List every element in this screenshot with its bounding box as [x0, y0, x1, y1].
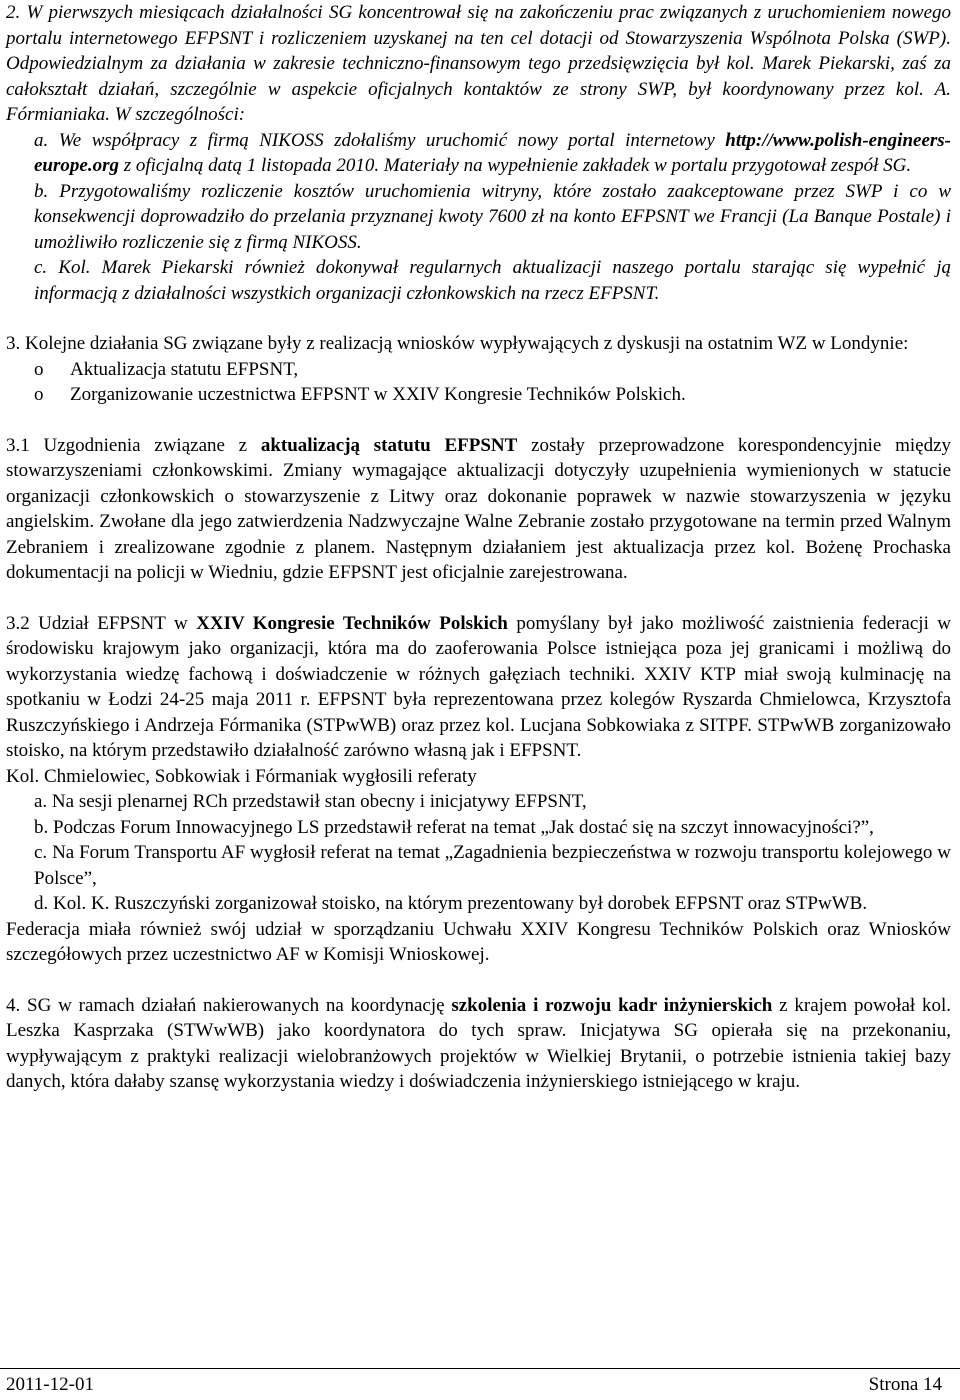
- bullet-marker: o: [34, 384, 44, 405]
- section-3-2-text: pomyślany był jako możliwość zaistnienia federacji w środowisku krajowym jako organizacji, która ma do zaoferowania Polsce istniejąca poza jej granicami i możliwą do wykorzystania wiedzę fachową i doświadczenie w różnych gałęziach techniki. XXIV KTP miał swoją kulminację na spotkaniu w Łodzi 24-25 maja 2011 r. EFPSNT była reprezentowana przez kolegów Ryszarda Chmielowca, Krzysztofa Ruszczyńskiego i Andrzeja Fórmanika (STPwWB) oraz przez kol. Lucjana Sobkowiaka z SITPF. STPwWB zorganizowało stoisko, na którym przedstawiło działalność zarówno własną jak i EFPSNT.: [6, 612, 951, 761]
- bullet-text: Zorganizowanie uczestnictwa EFPSNT w XXIV Kongresie Techników Polskich.: [70, 384, 686, 405]
- section-4: [6, 993, 951, 1095]
- document-body: [6, 0, 951, 1095]
- item-a-text-end: z oficjalną datą 1 listopada 2010. Materiały na wypełnienie zakładek w portalu przygotował zespół SG.: [118, 155, 912, 176]
- section-3-bullet: [6, 357, 951, 383]
- footer-page-number: Strona 14: [868, 1374, 942, 1395]
- section-4-lead: 4. SG w ramach działań nakierowanych na koordynację: [6, 994, 452, 1016]
- section-3-2-bold: XXIV Kongresie Techników Polskich: [196, 612, 508, 634]
- portal-url-link[interactable]: http://www.polish-engineers-europe: [34, 129, 951, 176]
- section-3-2-item: b. Podczas Forum Innowacyjnego LS przedstawił referat na temat „Jak dostać się na szczyt innowacyjności?”,: [34, 816, 874, 838]
- section-2-item-b: b. Przygotowaliśmy rozliczenie kosztów uruchomienia witryny, które zostało zaakceptowane przez SWP i co w konsekwencji doprowadziło do przelania przyznanej kwoty 7600 zł na konto EFPSNT we Francji (La Banque Postale) i umożliwiło rozliczenie się z firmą NIKOSS.: [34, 180, 951, 253]
- section-3-2-item: d. Kol. K. Ruszczyński zorganizował stoisko, na którym prezentowany był dorobek EFPSNT oraz STPwWB.: [34, 893, 868, 914]
- section-3-intro: 3. Kolejne działania SG związane były z realizacją wniosków wypływających z dyskusji na ostatnim WZ w Londynie:: [6, 333, 909, 354]
- item-a-text: a. We współpracy z firmą NIKOSS zdołaliśmy uruchomić nowy portal internetowy: [34, 129, 726, 151]
- bullet-text: Aktualizacja statutu EFPSNT,: [70, 358, 299, 380]
- section-4-text: z krajem powołał kol. Leszka Kasprzaka (STWwWB) jako koordynatora do tych spraw. Inicjatywa SG opierała się na przekonaniu, wypływającym z praktyki realizacji wielobranżowych projektów w Wielkiej Brytanii, o potrzebie istnienia takiej bazy danych, która dałaby szansę wykorzystania wiedzy i doświadczenia inżynierskiego istniejącego w kraju.: [6, 994, 951, 1092]
- section-3-2-federation: Federacja miała również swój udział w sporządzaniu Uchwału XXIV Kongresu Techników Polskich oraz Wniosków szczegółowych przez uczestnictwo AF w Komisji Wnioskowej.: [6, 918, 951, 965]
- section-3-2-speakers: Kol. Chmielowiec, Sobkowiak i Fórmaniak wygłosili referaty: [6, 765, 477, 787]
- section-3-1: [6, 433, 951, 586]
- portal-url-tld: .org: [87, 155, 119, 176]
- section-3-1-bold: aktualizacją statutu EFPSNT: [260, 434, 518, 456]
- section-4-bold: szkolenia i rozwoju kadr inżynierskich: [451, 994, 773, 1016]
- page-footer: [6, 1372, 942, 1398]
- section-3-bullet: [6, 382, 951, 408]
- footer-date: 2011-12-01: [6, 1374, 94, 1395]
- section-2-item-a: [6, 128, 951, 179]
- section-3-1-lead: 3.1 Uzgodnienia związane z: [6, 434, 261, 456]
- section-3-2-item: a. Na sesji plenarnej RCh przedstawił stan obecny i inicjatywy EFPSNT,: [34, 791, 587, 812]
- bullet-marker: o: [34, 358, 44, 380]
- section-3-1-text: zostały przeprowadzone korespondencyjnie między stowarzyszeniami członkowskimi. Zmiany wymagające aktualizacji dotyczyły uzupełnienia wymienionych w statucie organizacji członkowskich o stowarzyszenie z Litwy oraz dokonanie poprawek w nazwie stowarzyszenia w języku angielskim. Zwołane dla jego zatwierdzenia Nadzwyczajne Walne Zebranie zostało przygotowane na termin przed Walnym Zebraniem i zrealizowane zgodnie z planem. Następnym działaniem jest aktualizacja przez kol. Bożenę Prochaska dokumentacji na policji w Wiedniu, gdzie EFPSNT jest oficjalnie zarejestrowana.: [6, 434, 951, 583]
- section-3-2-item: c. Na Forum Transportu AF wygłosił referat na temat „Zagadnienia bezpieczeństwa w rozwoju transportu kolejowego w Polsce”,: [34, 842, 951, 889]
- section-2-item-c: c. Kol. Marek Piekarski również dokonywał regularnych aktualizacji naszego portalu starając się wypełnić ją informacją z działalności wszystkich organizacji członkowskich na rzecz EFPSNT.: [34, 257, 951, 304]
- section-3-2-lead: 3.2 Udział EFPSNT w: [6, 612, 197, 634]
- footer-divider: [0, 1368, 960, 1369]
- section-2-intro: 2. W pierwszych miesiącach działalności SG koncentrował się na zakończeniu prac związanych z uruchomieniem nowego portalu internetowego EFPSNT i rozliczeniem uzyskanej na ten cel dotacji od Stowarzyszenia Wspólnota Polska (SWP). Odpowiedzialnym za działania w zakresie techniczno-finansowym tego przedsięwzięcia był kol. Marek Piekarski, zaś za całokształt działań, szczególnie w aspekcie oficjalnych kontaktów ze strony SWP, był koordynowany przez kol. A. Fórmianiaka. W szczególności:: [6, 2, 951, 125]
- section-3-2: [6, 611, 951, 764]
